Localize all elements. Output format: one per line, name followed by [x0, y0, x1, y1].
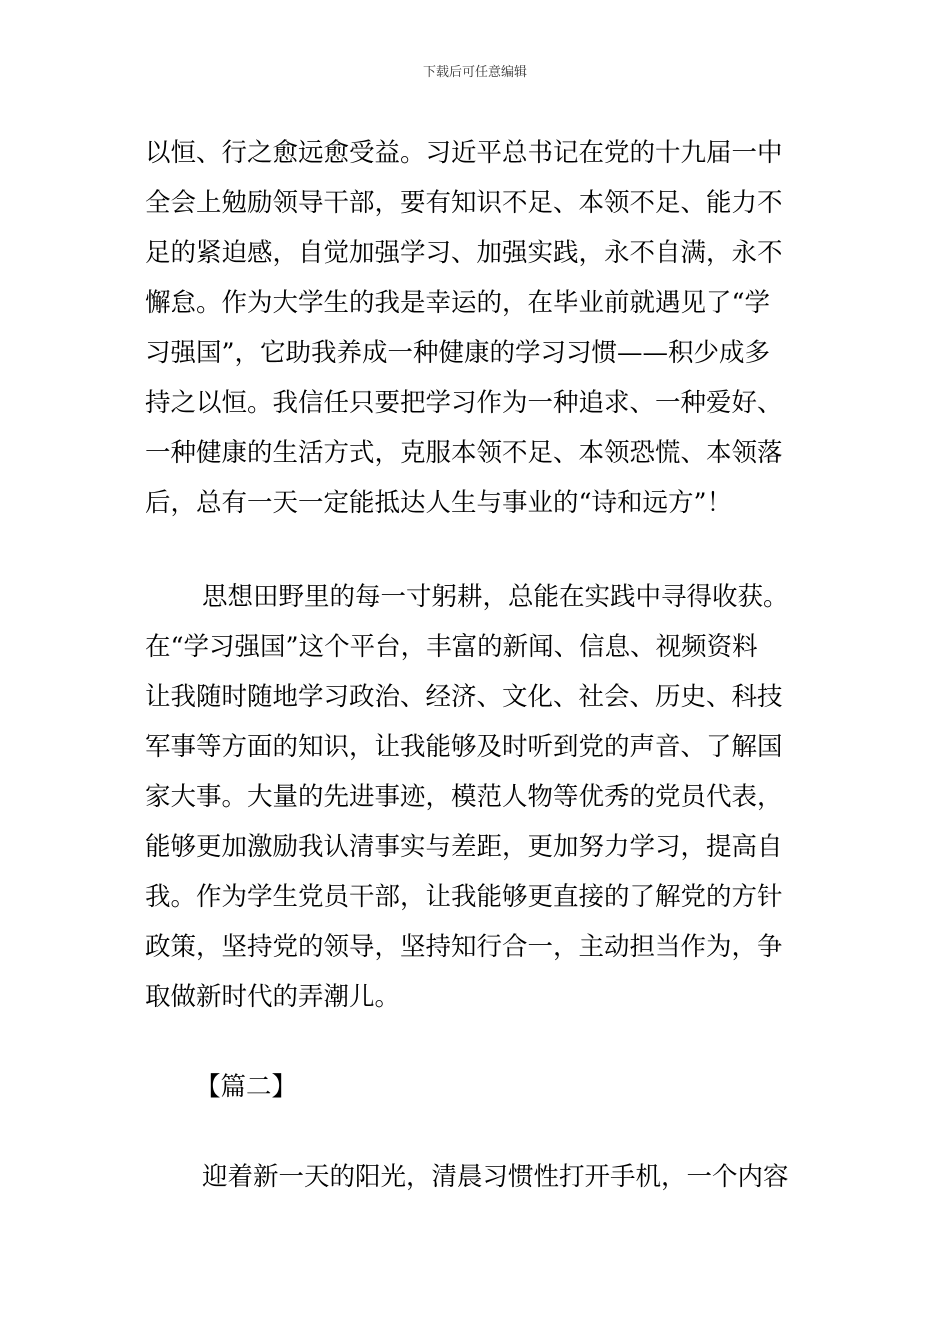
paragraph-spacer — [145, 1112, 810, 1152]
paragraph-spacer — [145, 1022, 810, 1062]
paragraph-3 — [145, 1152, 810, 1202]
text-line: 军事等方面的知识，让我能够及时听到党的声音、了解国 — [145, 732, 783, 762]
text-line: 后，总有一天一定能抵达人生与事业的“诗和远方”！ — [145, 488, 733, 518]
text-line: 足的紧迫感，自觉加强学习、加强实践，永不自满，永不 — [145, 238, 783, 268]
text-line: 思想田野里的每一寸躬耕，总能在实践中寻得收获。 — [202, 582, 789, 612]
text-line: 能够更加激励我认清事实与差距，更加努力学习，提高自 — [145, 832, 783, 862]
text-line: 取做新时代的弄潮儿。 — [145, 982, 401, 1012]
text-line: 在“学习强国”这个平台，丰富的新闻、信息、视频资料 — [145, 632, 758, 662]
text-line: 政策，坚持党的领导，坚持知行合一，主动担当作为，争 — [145, 932, 783, 962]
paragraph-1 — [145, 128, 810, 528]
paragraph-2 — [145, 572, 810, 1022]
page-header: 下载后可任意编辑 — [422, 65, 527, 80]
text-line: 迎着新一天的阳光，清晨习惯性打开手机，一个内容 — [202, 1162, 789, 1192]
text-line: 全会上勉励领导干部，要有知识不足、本领不足、能力不 — [145, 188, 783, 218]
text-line: 懈怠。作为大学生的我是幸运的，在毕业前就遇见了“学 — [145, 288, 771, 318]
text-line: 家大事。大量的先进事迹，模范人物等优秀的党员代表， — [145, 782, 783, 812]
text-line: 让我随时随地学习政治、经济、文化、社会、历史、科技 — [145, 682, 783, 712]
paragraph-spacer — [145, 528, 810, 572]
section-title: 【篇二】 — [195, 1072, 298, 1102]
document-body — [145, 128, 810, 1202]
text-line: 持之以恒。我信任只要把学习作为一种追求、一种爱好、 — [145, 388, 783, 418]
text-line: 习强国”，它助我养成一种健康的学习习惯——积少成多 — [145, 338, 771, 368]
text-line: 我。作为学生党员干部，让我能够更直接的了解党的方针 — [145, 882, 783, 912]
text-line: 一种健康的生活方式，克服本领不足、本领恐慌、本领落 — [145, 438, 783, 468]
text-line: 以恒、行之愈远愈受益。习近平总书记在党的十九届一中 — [145, 138, 783, 168]
